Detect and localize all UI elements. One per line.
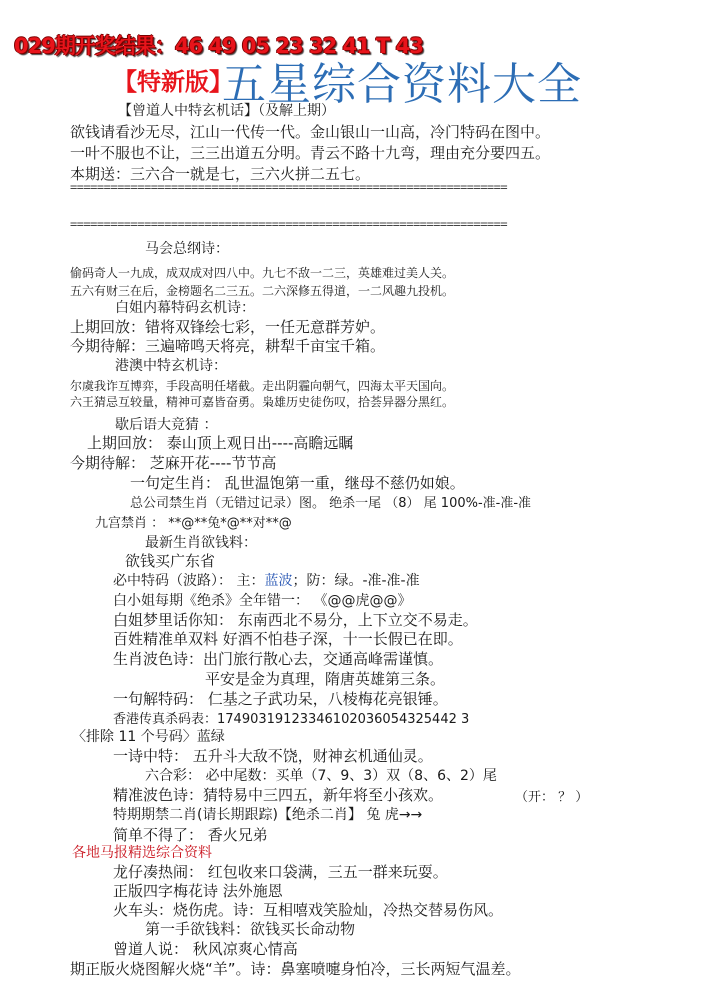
oddeven-poem: 百姓精准单双料 好酒不怕巷子深，十一长假已在即。 [113,630,463,648]
section3-now: 今期待解：三遍啼鸣天将亮，耕犁千亩宝千箱。 [70,337,386,355]
section9-heading: 各地马报精选综合资料 [72,845,212,861]
separator-1: ================================================================= [70,180,508,194]
section5-heading: 歇后语大竞猜 ： [115,417,218,433]
buy-guangdong: 欲钱买广东省 [125,552,216,570]
section3-prev: 上期回放：错将双锋绘七彩，一任无意群芳妒。 [70,318,386,336]
nine-palace-ban: 九宫禁肖 ： **@**兔*@**对**@ [95,516,292,531]
ban-two-zodiac: 特期期禁二肖(请长期跟踪)【绝杀二肖】 兔 虎→→ [113,807,423,823]
exclude-numbers: 〈排除 11 个号码〉蓝绿 [72,729,225,745]
zeng-dao-ren-says: 曾道人说： 秋风凉爽心情高 [113,940,298,958]
section1-line1: 欲钱请看沙无尽，江山一代传一代。金山银山一山高，冷门特码在图中。 [70,123,551,141]
section2-line2: 五六有财三在后，金榜题名二三五。二六深修五得道，一二风趣九投机。 [70,284,455,298]
one-line-code: 一句解特码： 仁基之子武功呆，八棱梅花亮银锤。 [113,690,448,708]
train-head: 火车头：烧伤虎。诗：互相嘻戏笑脸灿，冷热交替易伤风。 [113,901,504,919]
section5-now: 今期待解： 芝麻开花----节节高 [70,454,277,472]
zodiac-color-poem: 生肖波色诗：出门旅行散心去，交通高峰需谨慎。 [113,650,444,668]
plum-blossom-poem: 正版四字梅花诗 法外施恩 [113,882,283,900]
mark-six-tail: 六合彩： 必中尾数：买单（7、9、3）双（8、6、2）尾 [145,768,497,784]
separator-2: ================================================================= [70,217,508,231]
zodiac-color-poem-2: 平安是金为真理，隋唐英雄第三条。 [205,670,446,688]
section5-prev: 上期回放： 泰山顶上观日出----高瞻远瞩 [87,434,354,452]
section1-line3: 本期送：三六合一就是七，三六火拼二五七。 [70,165,371,183]
section2-heading: 马会总纲诗： [145,241,229,257]
dragon-boy: 龙仔凑热闹： 红包收来口袋满，三五一群来玩耍。 [113,863,448,881]
must-hit-main: 蓝波 [264,573,293,589]
first-hand-money: 第一手欲钱料：欲钱买长命动物 [145,920,356,938]
white-lady-kill: 白小姐每期《绝杀》全年错一： 《@@虎@@》 [113,593,412,609]
accurate-color-poem: 精准波色诗：猜特易中三四五，新年将至小孩欢。 [113,786,444,804]
section3-heading: 白姐内幕特码玄机诗： [115,300,255,316]
section4-line1: 尔虞我诈互博弈，手段高明任堵截。走出阴霾向朝气，四海太平天国向。 [70,379,455,393]
section1-heading: 【曾道人中特玄机话】（及解上期） [118,103,335,119]
head-office-ban: 总公司禁生肖（无错过记录）图。 绝杀一尾 （8） 尾 100%-准-准-准 [130,496,532,511]
fire-burn-poem: 期正版火烧图解火烧“羊”。诗：鼻塞喷嚏身怕冷，三长两短气温差。 [70,960,521,978]
edition-badge: 【特新版】 [113,67,233,96]
page-title: 五星综合资料大全 [222,59,582,110]
hk-fax-kill-table: 香港传真杀码表：17490319123346102036054325442 3 [113,712,470,727]
must-hit-wave [113,570,420,590]
white-lady-dream: 白姐梦里话你知： 东南西北不易分，上下立交不易走。 [113,611,478,629]
one-poem-hit: 一诗中特： 五升斗大敌不饶，财神玄机通仙灵。 [113,747,433,765]
section4-line2: 六王猜忌互较量，精神可嘉皆奋勇。枭雄历史徒伤叹，拾荟异器分黑红。 [70,395,455,409]
simple-not-easy: 简单不得了： 香火兄弟 [113,826,268,844]
one-line-zodiac: 一句定生肖： 乱世温饱第一重，继母不慈仍如娘。 [130,474,465,492]
section4-heading: 港澳中特玄机诗： [115,358,227,374]
draw-result-banner: 029期开奖结果：46 49 05 23 32 41 T 43 [14,34,423,58]
section1-line2: 一叶不服也不让，三三出道五分明。青云不路十九弯，理由充分要四五。 [70,144,551,162]
must-hit-label: 必中特码（波路）： 主： [113,573,265,589]
section7-heading: 最新生肖欲钱料： [145,535,257,551]
must-hit-rest: ；防：绿。-准-准-准 [292,573,420,589]
section2-line1: 偷码奇人一九成，成双成对四八中。九七不敌一二三，英雄难过美人关。 [70,266,455,280]
open-result: （开： ？ ） [515,790,589,805]
